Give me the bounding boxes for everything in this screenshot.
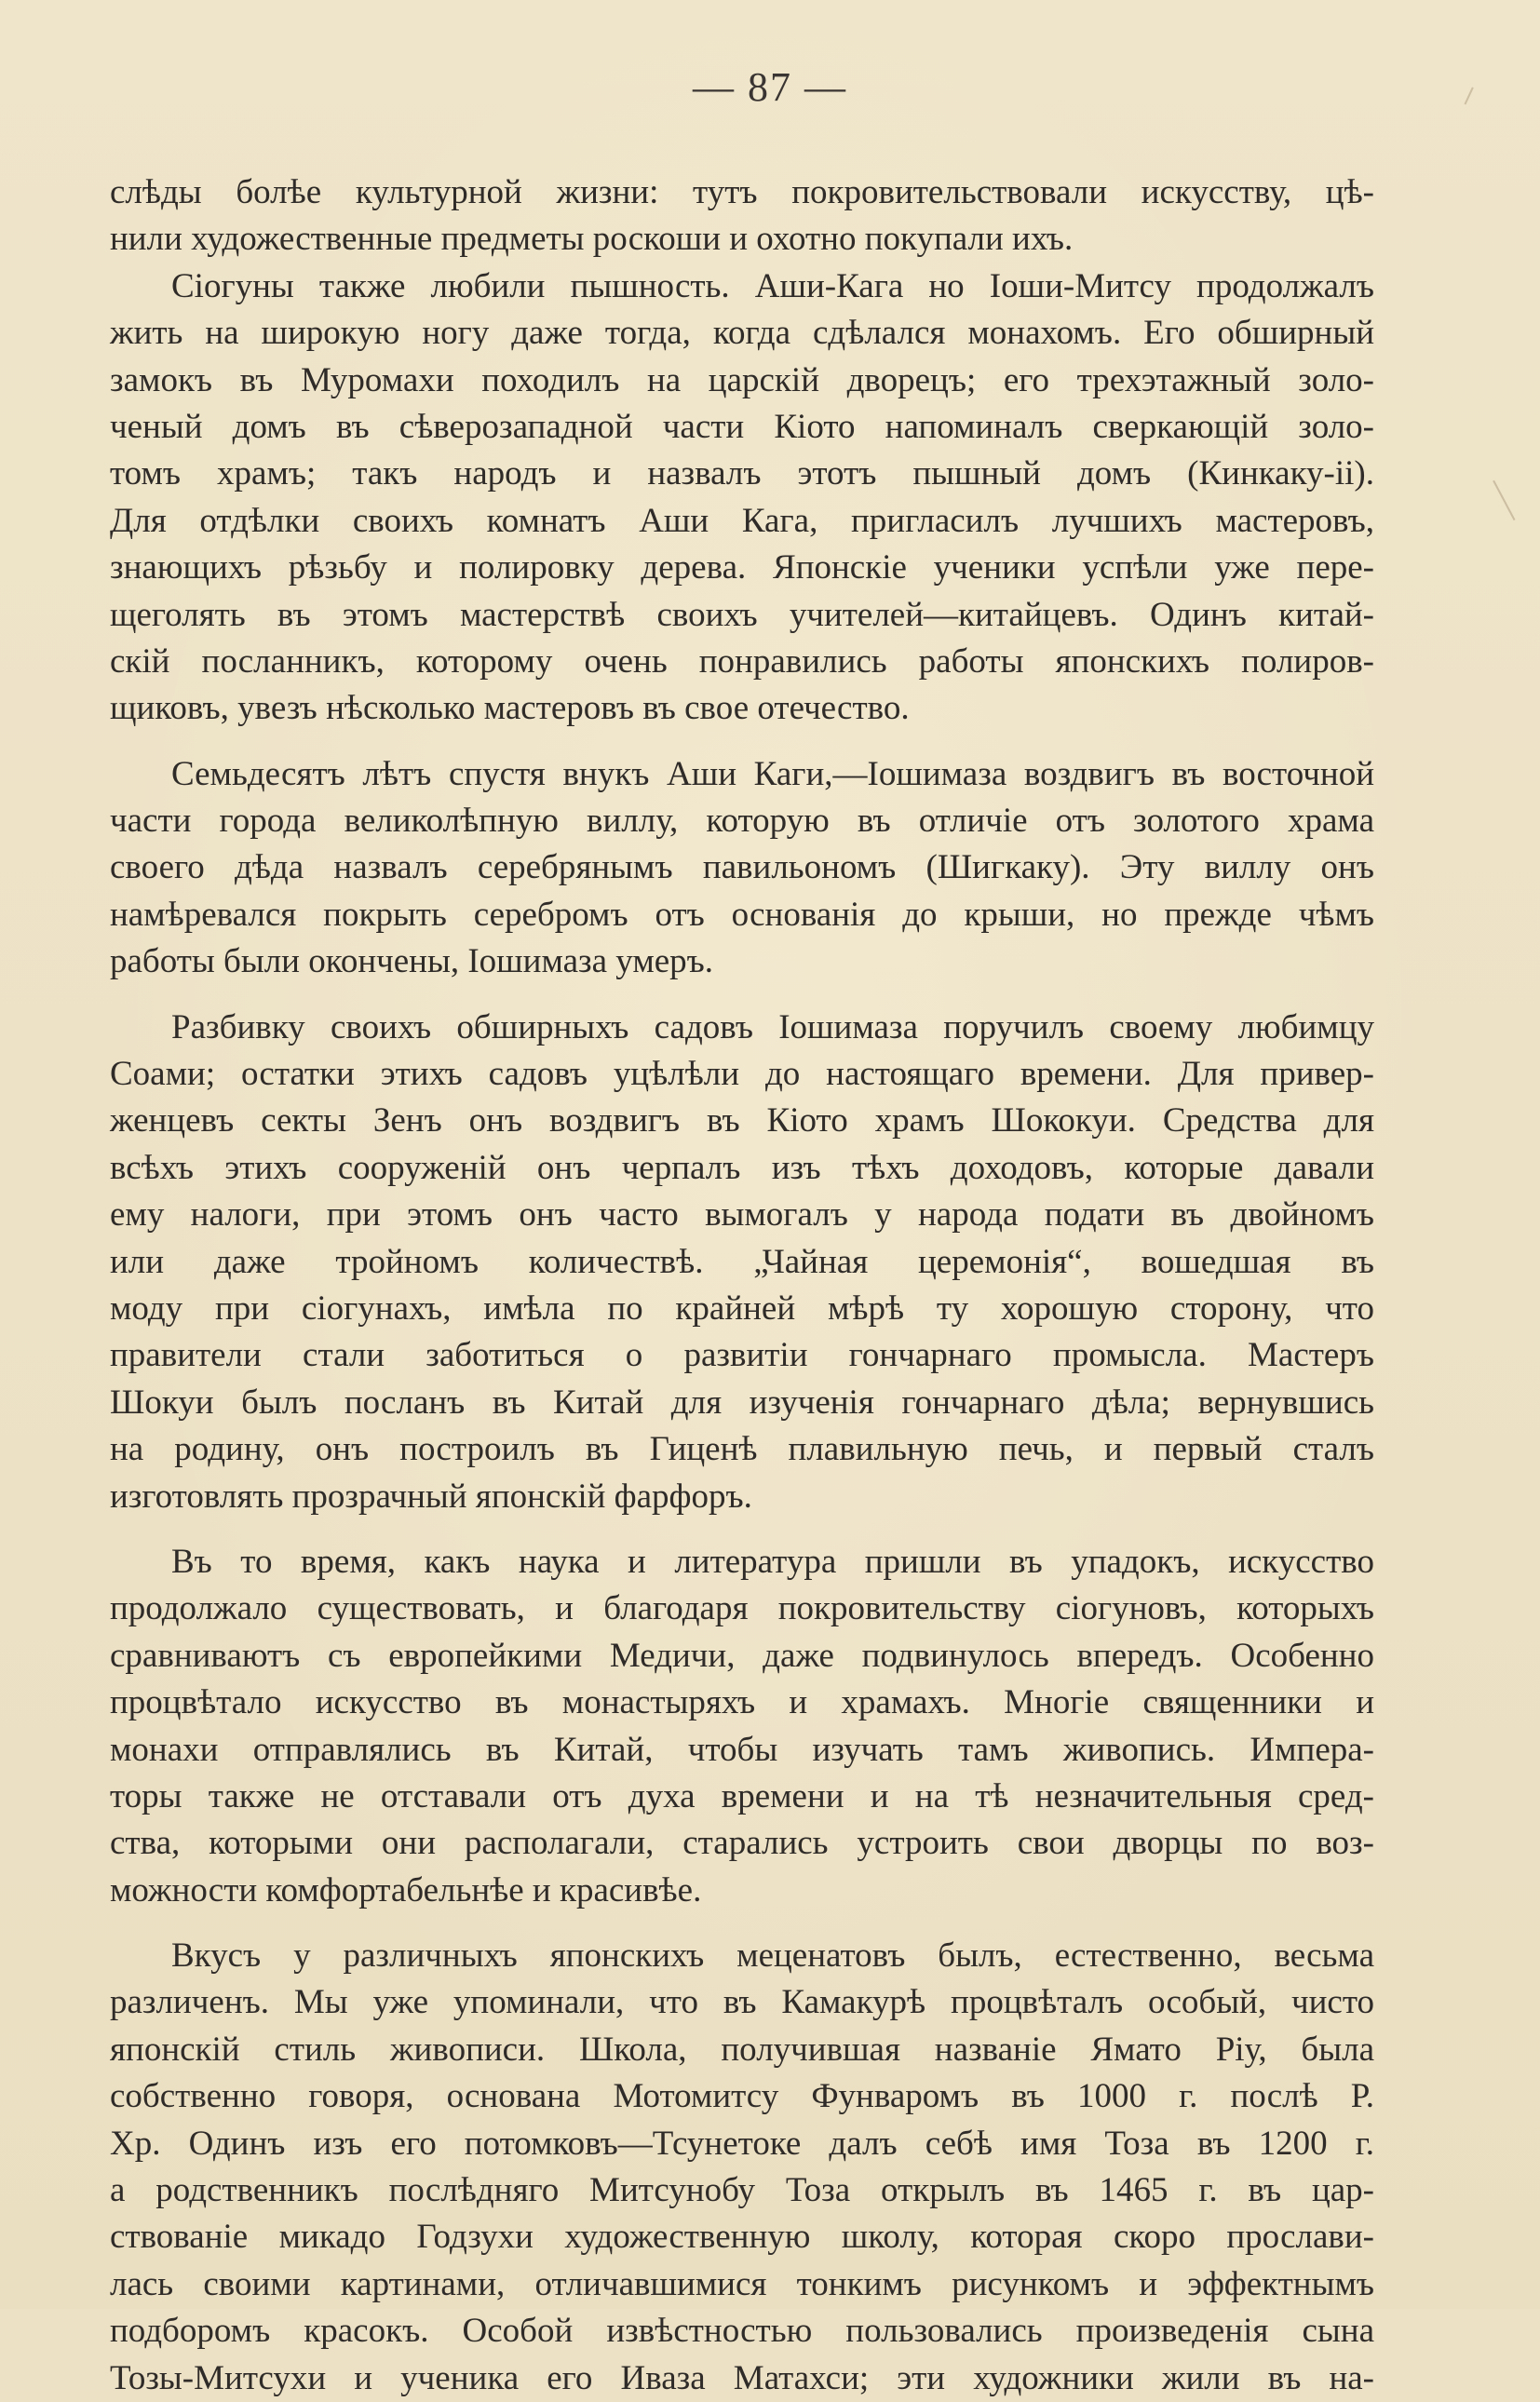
text-line: Шокуи былъ посланъ въ Китай для изученія гончарнаго дѣла; вернувшись <box>110 1383 1374 1422</box>
text-line: собственно говоря, основана Мотомитсу Фунваромъ въ 1000 г. послѣ Р. <box>110 2077 1374 2116</box>
paragraph-gap <box>110 733 1374 751</box>
text-line: томъ храмъ; такъ народъ и назвалъ этотъ пышный домъ (Кинкаку-іі). <box>110 454 1374 493</box>
text-line: всѣхъ этихъ сооруженій онъ черпалъ изъ тѣхъ доходовъ, которые давали <box>110 1148 1374 1187</box>
pencil-mark <box>1469 480 1515 533</box>
text-line: продолжало существовать, и благодаря покровительству сіогуновъ, которыхъ <box>110 1589 1374 1628</box>
text-line: Соами; остатки этихъ садовъ уцѣлѣли до настоящаго времени. Для привер- <box>110 1055 1374 1094</box>
text-line: можности комфортабельнѣе и красивѣе. <box>110 1870 702 1909</box>
text-line: Вкусъ у различныхъ японскихъ меценатовъ былъ, естественно, весьма <box>171 1936 1374 1976</box>
text-line: щеголять въ этомъ мастерствѣ своихъ учителей—китайцевъ. Одинъ китай- <box>110 595 1374 634</box>
text-line: сравниваютъ съ европейкими Медичи, даже подвинулось впередъ. Особенно <box>110 1636 1374 1675</box>
text-line: японскій стиль живописи. Школа, получившая названіе Ямато Ріу, была <box>110 2030 1374 2069</box>
text-line: слѣды болѣе культурной жизни: тутъ покровительствовали искусству, цѣ- <box>110 173 1374 211</box>
text-line: Въ то время, какъ наука и литература пришли въ упадокъ, искусство <box>171 1542 1374 1581</box>
text-line: различенъ. Мы уже упоминали, что въ Камакурѣ процвѣталъ особый, чисто <box>110 1983 1374 2022</box>
text-line: Разбивку своихъ обширныхъ садовъ Іошимаза поручилъ своему любимцу <box>171 1007 1374 1046</box>
text-line: процвѣтало искусство въ монастыряхъ и храмахъ. Многіе священники и <box>110 1683 1374 1722</box>
text-line: женцевъ секты Зенъ онъ воздвигъ въ Кіото храмъ Шококуи. Средства для <box>110 1101 1374 1140</box>
paragraph-continuation <box>110 169 1374 263</box>
paragraph-silver-pavilion <box>110 751 1374 986</box>
text-line: на родину, онъ построилъ въ Гиценѣ плавильную печь, и первый сталъ <box>110 1430 1374 1469</box>
text-line: подборомъ красокъ. Особой извѣстностью пользовались произведенія сына <box>110 2312 1374 2351</box>
text-line: нили художественные предметы роскоши и охотно покупали ихъ. <box>110 220 1074 259</box>
paragraph-gap <box>110 1914 1374 1933</box>
text-line: Семьдесятъ лѣтъ спустя внукъ Аши Каги,—Іошимаза воздвигъ въ восточной <box>171 754 1374 793</box>
text-line: или даже тройномъ количествѣ. „Чайная церемонія“, вошедшая въ <box>110 1242 1374 1281</box>
text-line: лась своими картинами, отличавшимися тонкимъ рисункомъ и эффектнымъ <box>110 2264 1374 2303</box>
text-line: работы были окончены, Іошимаза умеръ. <box>110 942 714 981</box>
text-line: торы также не отставали отъ духа времени и на тѣ незначительныя сред- <box>110 1776 1374 1815</box>
text-line: жить на широкую ногу даже тогда, когда сдѣлался монахомъ. Его обширный <box>110 314 1374 353</box>
paragraph-gap <box>110 986 1374 1005</box>
body-text <box>110 169 1374 2402</box>
text-line: намѣревался покрыть серебромъ отъ основанія до крыши, но прежде чѣмъ <box>110 895 1374 934</box>
text-line: своего дѣда назвалъ серебрянымъ павильономъ (Шигкаку). Эту виллу онъ <box>110 848 1374 887</box>
paragraph-art-monasteries <box>110 1539 1374 1914</box>
text-line: изготовлять прозрачный японскій фарфоръ. <box>110 1477 752 1516</box>
text-line: Тозы-Митсухи и ученика его Иваза Матахси; эти художники жили въ на- <box>110 2358 1374 2397</box>
text-line: Хр. Одинъ изъ его потомковъ—Тсунетоке далъ себѣ имя Тоза въ 1200 г. <box>110 2124 1374 2163</box>
text-line: ствованіе микадо Годзухи художественную школу, которая скоро прослави- <box>110 2218 1374 2257</box>
text-line: ему налоги, при этомъ онъ часто вымогалъ у народа подати въ двойномъ <box>110 1195 1374 1235</box>
text-line: знающихъ рѣзьбу и полировку дерева. Японскіе ученики успѣли уже пере- <box>110 548 1374 587</box>
paragraph-gardens-porcelain <box>110 1005 1374 1520</box>
text-line: части города великолѣпную виллу, которую въ отличіе отъ золотого храма <box>110 802 1374 841</box>
paragraph-gap <box>110 1520 1374 1539</box>
text-line: скій посланникъ, которому очень понравились работы японскихъ полиров- <box>110 641 1374 681</box>
text-line: Для отдѣлки своихъ комнатъ Аши Кага, пригласилъ лучшихъ мастеровъ, <box>110 501 1374 540</box>
text-line: ства, которыми они располагали, старались устроить свои дворцы по воз- <box>110 1824 1374 1863</box>
text-line: правители стали заботиться о развитіи гончарнаго промысла. Мастеръ <box>110 1336 1374 1375</box>
text-line: а родственникъ послѣдняго Митсунобу Тоза открылъ въ 1465 г. въ цар- <box>110 2171 1374 2210</box>
text-line: замокъ въ Муромахи походилъ на царскій дворецъ; его трехэтажный золо- <box>110 360 1374 399</box>
paragraph-shoguns-luxury <box>110 263 1374 733</box>
text-line: моду при сіогунахъ, имѣла по крайней мѣрѣ ту хорошую сторону, что <box>110 1289 1374 1328</box>
text-line: ченый домъ въ сѣверозападной части Кіото напоминалъ сверкающій золо- <box>110 407 1374 446</box>
page-number: — 87 — <box>693 64 847 110</box>
text-line: Сіогуны также любили пышность. Аши-Кага но Іоши-Митсу продолжалъ <box>171 266 1374 305</box>
text-line: монахи отправлялись въ Китай, чтобы изучать тамъ живопись. Импера- <box>110 1730 1374 1769</box>
paragraph-yamato-school <box>110 1933 1374 2402</box>
text-line: щиковъ, увезъ нѣсколько мастеровъ въ свое отечество. <box>110 689 910 728</box>
